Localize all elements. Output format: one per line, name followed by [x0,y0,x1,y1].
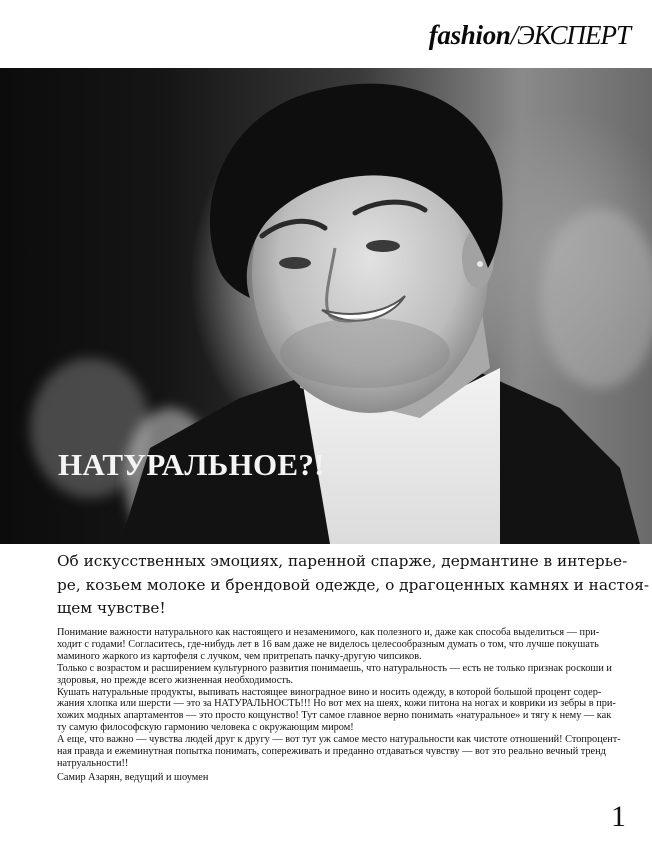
lead-line: ре, козьем молоке и брендовой одежде, о драгоценных камнях и настоя- [57,575,650,594]
body-line: жания хлопка или шерсти — это за НАТУРАЛЬНОСТЬ!!! Но вот мех на шеях, кожи питона на ногах и коврики из зебры в при- [57,698,616,710]
body-line: Только с возрастом и расширением культурного развития понимаешь, что натуральность — есть не только признак роскоши и [57,662,612,674]
lead-line: Об искусственных эмоциях, паренной спарже, дермантине в интерье- [57,552,628,570]
hero-photo [0,68,652,544]
body-line: А еще, что важно — чувства людей друг к другу — вот тут уж самое место натуральности как чистоте отношений! Стопроцент- [57,734,621,746]
masthead-section: ЭКСПЕРТ [517,20,630,50]
masthead-separator: / [510,20,518,50]
author-signature: Самир Азарян, ведущий и шоумен [57,772,209,783]
body-line: маминого жаркого из картофеля с лучком, чем притрепать пачку-другую чипсиков. [57,650,422,662]
body-line: ная правда и ежеминутная попытка понимать, сопереживать и преданно отдаваться чувству — вот это реально вечный тренд [57,746,606,758]
body-line: хожих модных апартаментов — это просто кощунство! Тут самое главное верно понимать «натуральное» и тягу к нему — как [57,710,612,722]
body-line: Кушать натуральные продукты, выпивать настоящее виноградное вино и носить одежду, в которой большой процент содер- [57,686,602,698]
lead-line: щем чувстве! [57,599,166,617]
article-headline: НАТУРАЛЬНОЕ?! [58,446,325,482]
body-line: Понимание важности натурального как настоящего и незаменимого, как полезного и, даже как способа выделиться — при- [57,627,600,638]
article-lead [57,550,650,621]
article-body [57,627,647,770]
masthead-brand: fashion [428,20,511,50]
body-line: ту самую философскую гармонию человека с окружающим миром! [57,722,354,734]
magazine-masthead [429,18,630,52]
body-line: здоровья, но прежде всего жизненная необходимость. [57,674,294,686]
body-line: ходит с годами! Согласитесь, где-нибудь лет в 16 вам даже не виделось целесообразным думать о том, что лучше покушать [57,638,599,650]
body-line: натруальности!! [57,757,129,769]
page-number: 1 [611,800,626,833]
